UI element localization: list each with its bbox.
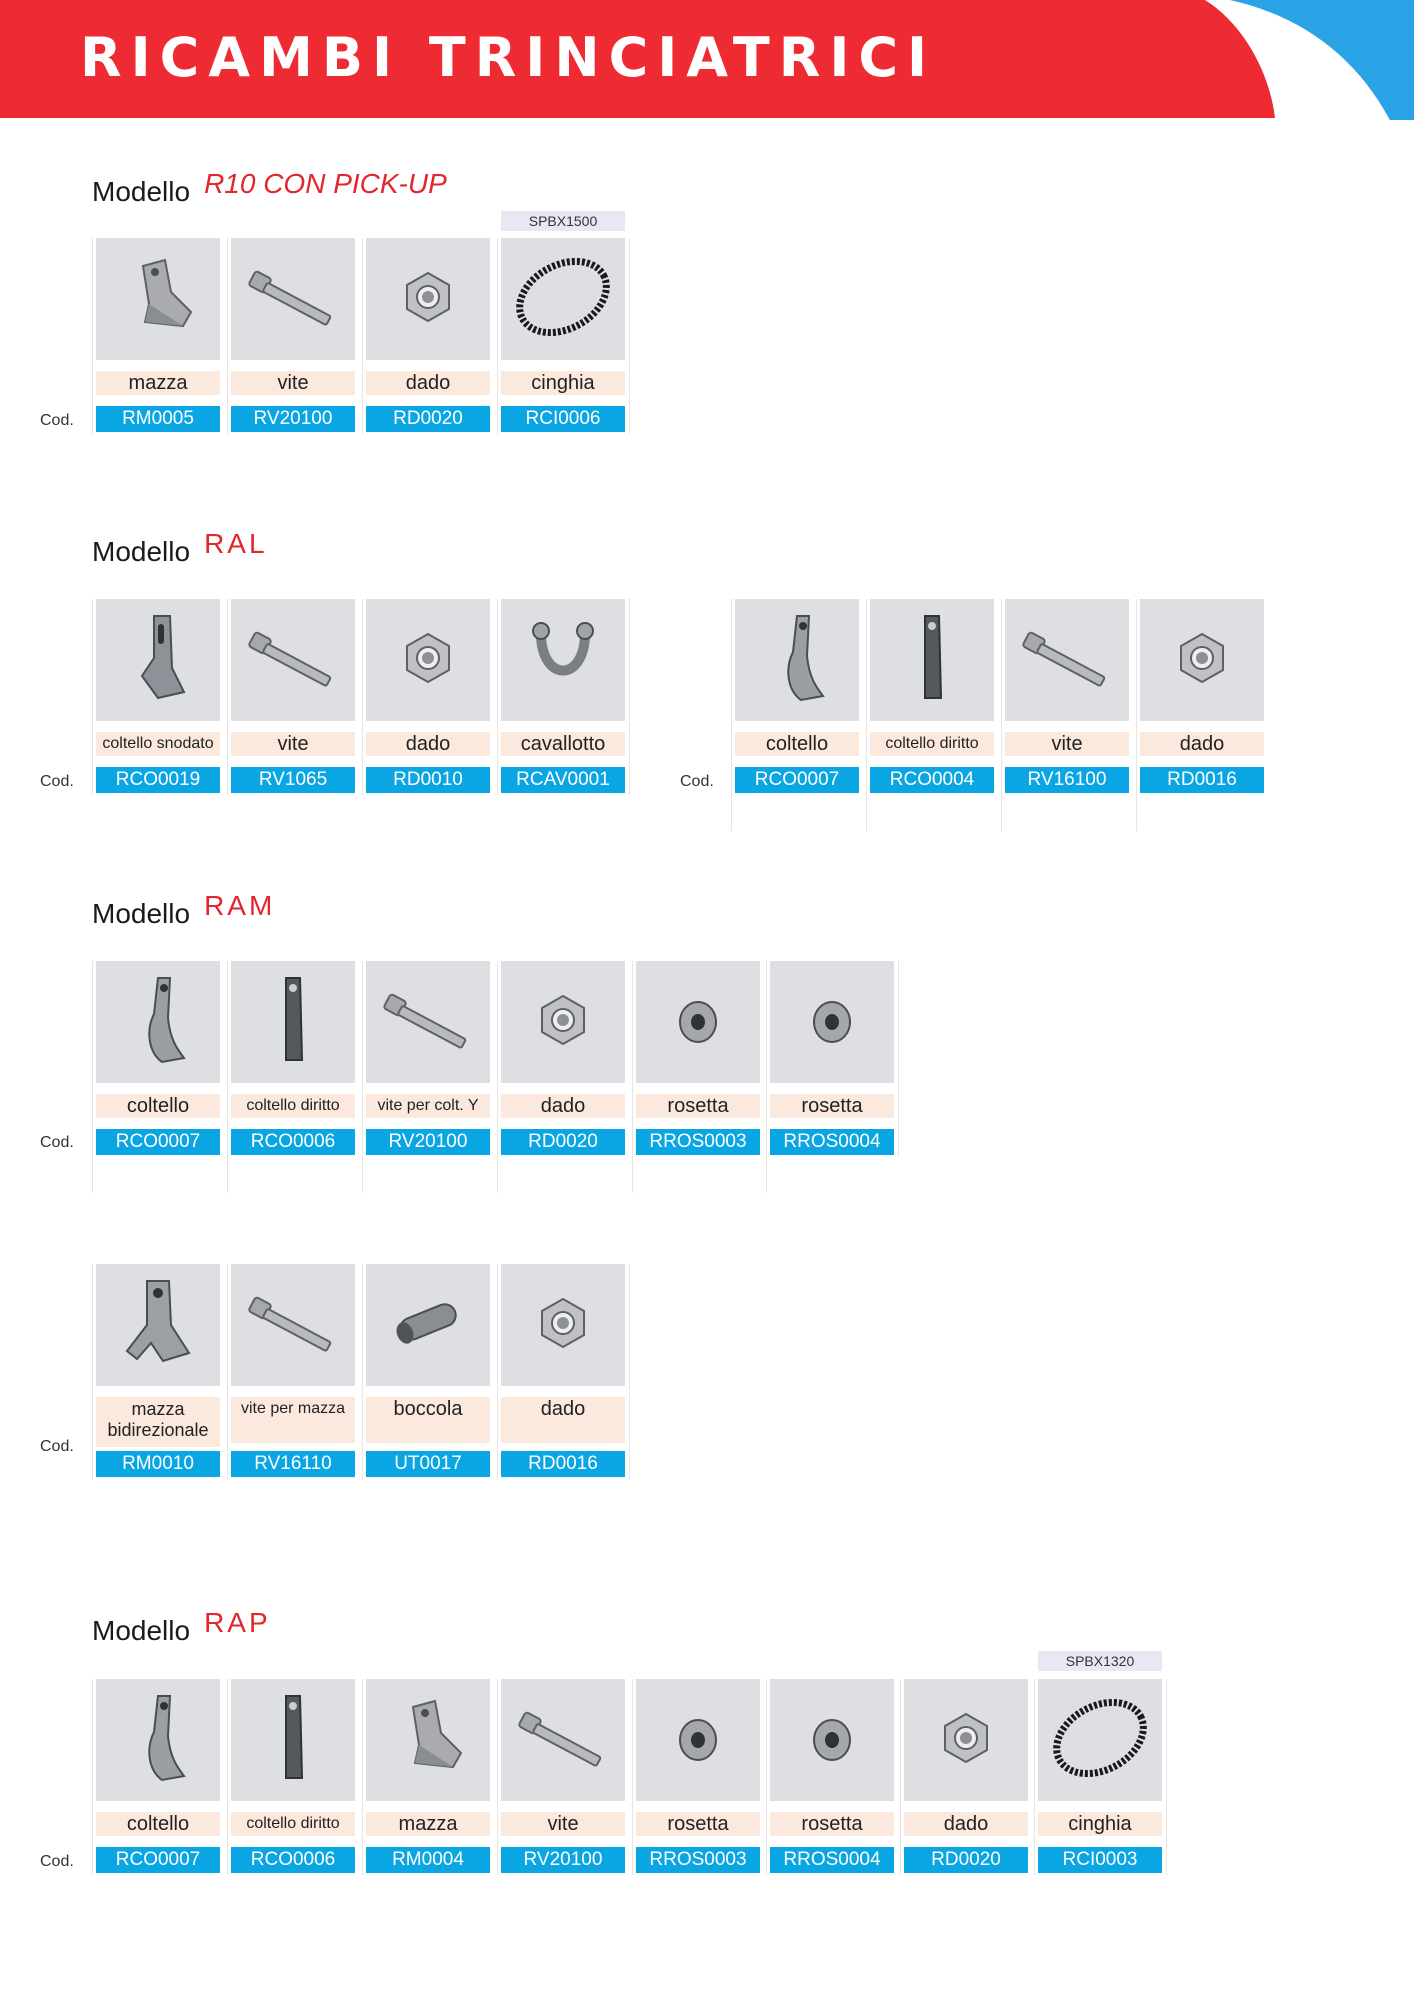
part-code: RCO0006 [231,1129,355,1155]
part-image [770,961,894,1083]
curved-blade-icon [118,1688,198,1792]
part-image [96,599,220,721]
bolt-icon [378,985,478,1059]
part-name: dado [1140,732,1264,756]
bolt-icon [243,623,343,697]
part-card [501,599,625,793]
divider [227,238,228,434]
divider [92,238,93,434]
part-card [501,1679,625,1873]
divider [497,1264,498,1480]
part-name: vite [1005,732,1129,756]
part-code: RCO0019 [96,767,220,793]
part-code: RD0020 [366,406,490,432]
part-code: RROS0003 [636,1847,760,1873]
model-heading-label: Modello [92,1615,191,1646]
part-card [96,599,220,793]
part-image [904,1679,1028,1801]
divider [362,1679,363,1875]
bolt-icon [1017,623,1117,697]
part-name: coltello [735,732,859,756]
part-card [870,599,994,793]
part-card [231,1264,355,1477]
part-code: RD0016 [1140,767,1264,793]
nut-icon [1172,628,1232,692]
belt-icon [508,252,618,346]
divider [766,1679,767,1875]
part-image [231,599,355,721]
part-image [501,1264,625,1386]
part-code: RV16110 [231,1451,355,1477]
straight-blade-icon [258,970,328,1074]
part-card [501,1264,625,1477]
part-name: cinghia [501,371,625,395]
part-image [231,238,355,360]
divider [92,1679,93,1875]
divider [227,1679,228,1875]
divider [92,1264,93,1480]
divider [227,599,228,795]
part-card [501,238,625,432]
part-code: RCO0007 [96,1129,220,1155]
part-card [96,238,220,432]
divider [731,599,732,831]
part-image [636,961,760,1083]
divider [362,238,363,434]
part-code: RCO0006 [231,1847,355,1873]
part-image [636,1679,760,1801]
washer-icon [668,1708,728,1772]
part-code: RV20100 [501,1847,625,1873]
part-card [231,961,355,1155]
divider [227,1264,228,1480]
model-heading-label: Modello [92,176,191,207]
cod-label: Cod. [40,1853,74,1870]
part-code: RM0010 [96,1451,220,1477]
part-code: RCO0004 [870,767,994,793]
model-name: RAL [204,528,268,559]
model-name: RAM [204,890,276,921]
part-name: vite [501,1812,625,1836]
part-code: RROS0004 [770,1129,894,1155]
part-name: coltello diritto [231,1812,355,1836]
part-card [231,599,355,793]
part-name: mazza [366,1812,490,1836]
curved-blade-icon [757,608,837,712]
part-card [366,1679,490,1873]
hammer-flail-icon [113,252,203,346]
part-image [501,599,625,721]
part-code: RV20100 [366,1129,490,1155]
part-code: RROS0003 [636,1129,760,1155]
cod-label: Cod. [40,773,74,790]
part-name: mazza bidirezionale [96,1397,220,1447]
divider [362,599,363,795]
part-card [366,961,490,1155]
belt-code-label: SPBX1320 [1038,1651,1162,1671]
divider [632,1679,633,1875]
part-name: dado [501,1094,625,1118]
part-image [501,238,625,360]
part-name: cinghia [1038,1812,1162,1836]
part-card [366,238,490,432]
divider [629,238,630,434]
bushing-icon [383,1293,473,1357]
part-image [231,961,355,1083]
part-image [870,599,994,721]
part-image [366,599,490,721]
part-image [501,1679,625,1801]
part-card [501,961,625,1155]
page-title: RICAMBI TRINCIATRICI [80,26,937,89]
part-code: RD0020 [904,1847,1028,1873]
divider [1136,599,1137,831]
part-code: RROS0004 [770,1847,894,1873]
cod-label: Cod. [40,412,74,429]
cod-label: Cod. [40,1438,74,1455]
curved-blade-icon [118,970,198,1074]
model-name: R10 CON PICK-UP [204,168,447,199]
part-card [96,1264,220,1477]
part-code: RD0016 [501,1451,625,1477]
part-name: dado [366,732,490,756]
part-image [366,1264,490,1386]
part-code: RCI0003 [1038,1847,1162,1873]
part-image [96,238,220,360]
part-card [904,1679,1028,1873]
model-heading [92,168,447,208]
divider [362,1264,363,1480]
washer-icon [668,990,728,1054]
part-image [1038,1679,1162,1801]
part-image [366,961,490,1083]
divider [497,238,498,434]
part-card [770,1679,894,1873]
part-name: coltello snodato [96,732,220,756]
model-heading [92,890,276,930]
cod-label: Cod. [40,1134,74,1151]
part-image [96,961,220,1083]
model-heading-label: Modello [92,898,191,929]
shackle-icon [523,613,603,707]
part-code: RV20100 [231,406,355,432]
divider [497,961,498,1193]
part-image [770,1679,894,1801]
divider [629,599,630,795]
part-name: mazza [96,371,220,395]
part-name: rosetta [636,1094,760,1118]
part-name: dado [366,371,490,395]
part-name: rosetta [770,1094,894,1118]
nut-icon [936,1708,996,1772]
bolt-icon [513,1703,613,1777]
part-image [231,1679,355,1801]
part-card [96,961,220,1155]
divider [92,599,93,795]
hammer-flail-icon [383,1693,473,1787]
belt-code-label: SPBX1500 [501,211,625,231]
model-name: RAP [204,1607,271,1638]
part-card [366,1264,490,1477]
jointed-blade-icon [118,608,198,712]
model-heading-label: Modello [92,536,191,567]
divider [766,961,767,1193]
part-code: RCI0006 [501,406,625,432]
part-name: vite [231,732,355,756]
part-card [96,1679,220,1873]
part-card [1038,1679,1162,1873]
divider [898,961,899,1157]
cod-label: Cod. [680,773,714,790]
divider [1166,1679,1167,1875]
divider [900,1679,901,1875]
divider [866,599,867,831]
part-code: RCO0007 [735,767,859,793]
part-name: coltello diritto [870,732,994,756]
part-name: coltello diritto [231,1094,355,1118]
straight-blade-icon [258,1688,328,1792]
part-name: coltello [96,1094,220,1118]
divider [1001,599,1002,831]
part-code: RCAV0001 [501,767,625,793]
part-card [231,238,355,432]
straight-blade-icon [897,608,967,712]
divider [629,1264,630,1480]
part-name: dado [501,1397,625,1443]
divider [362,961,363,1193]
model-heading [92,528,268,568]
model-heading [92,1607,271,1647]
part-card [636,961,760,1155]
divider [92,961,93,1193]
nut-icon [533,1293,593,1357]
part-code: RV16100 [1005,767,1129,793]
bidirectional-hammer-icon [113,1273,203,1377]
part-name: cavallotto [501,732,625,756]
belt-icon [1045,1693,1155,1787]
part-name: vite [231,371,355,395]
part-card [231,1679,355,1873]
part-name: coltello [96,1812,220,1836]
page-header [0,0,1414,120]
divider [632,961,633,1193]
part-image [1005,599,1129,721]
part-image [96,1264,220,1386]
divider [497,1679,498,1875]
part-image [231,1264,355,1386]
part-card [1140,599,1264,793]
part-card [636,1679,760,1873]
part-code: RM0005 [96,406,220,432]
part-card [735,599,859,793]
bolt-icon [243,1288,343,1362]
part-card [770,961,894,1155]
part-name: rosetta [636,1812,760,1836]
part-image [735,599,859,721]
part-name: vite per colt. Y [366,1094,490,1118]
part-image [366,1679,490,1801]
part-name: rosetta [770,1812,894,1836]
part-name: dado [904,1812,1028,1836]
nut-icon [533,990,593,1054]
nut-icon [398,267,458,331]
bolt-icon [243,262,343,336]
part-code: UT0017 [366,1451,490,1477]
part-image [1140,599,1264,721]
part-image [96,1679,220,1801]
divider [1034,1679,1035,1875]
divider [497,599,498,795]
part-code: RD0010 [366,767,490,793]
part-name: vite per mazza [231,1397,355,1443]
part-code: RM0004 [366,1847,490,1873]
part-image [366,238,490,360]
part-code: RCO0007 [96,1847,220,1873]
divider [227,961,228,1193]
washer-icon [802,1708,862,1772]
part-card [366,599,490,793]
part-card [1005,599,1129,793]
part-name: boccola [366,1397,490,1443]
washer-icon [802,990,862,1054]
part-code: RD0020 [501,1129,625,1155]
nut-icon [398,628,458,692]
part-code: RV1065 [231,767,355,793]
part-image [501,961,625,1083]
